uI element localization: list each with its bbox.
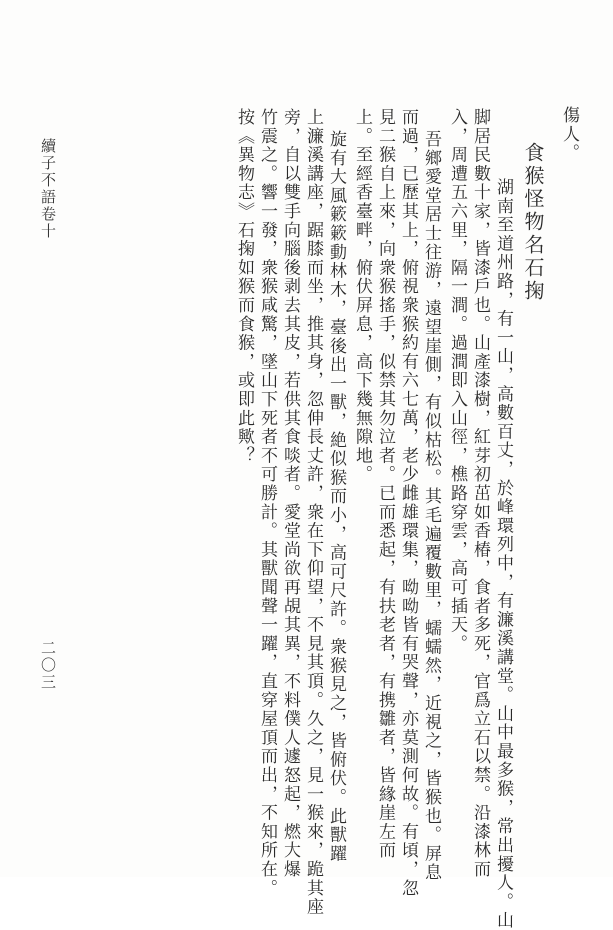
text-column-12: 按《異物志》石掬如猴而食猴，或即此歟？ [234, 108, 254, 466]
text-column-9: 上濂溪講座，踞膝而坐，推其身，忽伸長丈許，衆在下仰望，不見其頂。久之，見一猴來，跪其座 [303, 108, 323, 917]
book-volume-label: 續子不語卷十 [39, 138, 57, 240]
text-column-10: 旁，自以雙手向腦後剥去其皮，若供其食啖者。愛堂尚欲再覘其異，不料僕人遽怒起，燃大爆 [280, 108, 300, 879]
text-column-8: 旋有大風簌簌動林木，臺後出一獸，絶似猴而小，高可尺許。衆猴見之，皆俯伏。此獸躍 [326, 130, 346, 864]
text-column-1: 湖南至道州路，有一山，高數百丈，於峰環列中，有濂溪講堂。山中最多猴，常出擾人。山 [493, 178, 513, 930]
prev-story-ending: 傷人。 [559, 106, 579, 163]
text-column-5: 而過，已歷其上，俯視衆猴約有六七萬，老少雌雄環集，呦呦皆有哭聲，亦莫測何故。有頃，忽 [398, 108, 418, 898]
text-column-6: 見二猴自上來，向衆猴搖手，似禁其勿泣者。已而悉起，有扶老者，有携雛者，皆緣崖左而 [375, 108, 395, 860]
page-number: 二〇三 [39, 640, 57, 691]
text-column-7: 上。至經香臺畔，俯伏屏息，高下幾無隙地。 [352, 108, 372, 484]
text-column-4: 吾鄉愛堂居士往游，遠望崖側，有似枯松。其毛遍覆數里，蠕蠕然，近視之，皆猴也。屏息 [421, 130, 441, 882]
text-column-2: 脚居民數十家，皆漆戶也。山產漆樹，紅芽初茁如香椿，食者多死，官爲立石以禁。沿漆林而 [470, 108, 490, 879]
story-title: 食猴怪物名石掬 [521, 142, 545, 303]
text-column-3: 入，周遭五六里，隔一澗。過澗即入山徑，樵路穿雲，高可插天。 [447, 108, 467, 654]
text-column-11: 竹震之。響一發，衆猴咸驚，墜山下死者不可勝計。其獸聞聲一躍，直穿屋頂而出，不知所在。 [257, 108, 277, 898]
